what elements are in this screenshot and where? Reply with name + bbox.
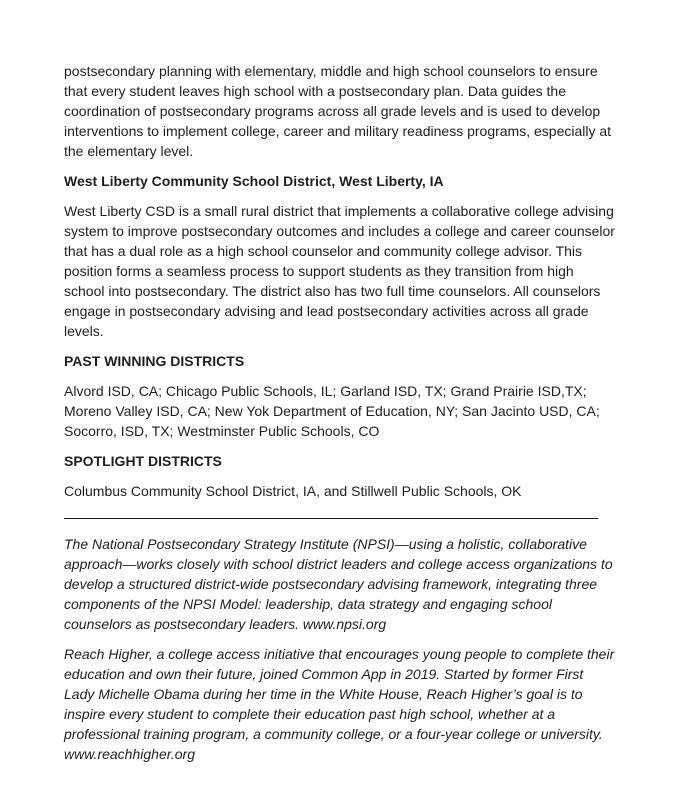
west-liberty-paragraph: West Liberty CSD is a small rural district that implements a collaborative college advising system to improve postsecondary outcomes and includes a college and career counselor that has a dual role as a high school counselor and community college advisor. This position forms a seamless process to support students as they transition from high school into postsecondary. The district also has two full time counselors. All counselors engage in postsecondary advising and lead postsecondary activities across all grade levels. [64,203,615,339]
section-divider [64,518,598,519]
past-winning-districts-list: Alvord ISD, CA; Chicago Public Schools, IL; Garland ISD, TX; Grand Prairie ISD,TX; Moreno Valley ISD, CA; New Yok Department of Education, NY; San Jacinto USD, CA; Socorro, ISD, TX; Westminster Public Schools, CO [64,383,600,439]
reach-higher-footnote: Reach Higher, a college access initiative that encourages young people to complete their education and own their future, joined Common App in 2019. Started by former First Lady Michelle Obama during her time in the White House, Reach Higher’s goal is to inspire every student to complete their education past high school, whether at a professional training program, a community college, or a four-year college or university. www.reachhigher.org [64,646,615,762]
past-winning-districts-heading: PAST WINNING DISTRICTS [64,353,245,369]
west-liberty-heading: West Liberty Community School District, West Liberty, IA [64,173,444,189]
intro-paragraph: postsecondary planning with elementary, middle and high school counselors to ensure that every student leaves high school with a postsecondary plan. Data guides the coordination of postsecondary programs across all grade levels and is used to develop interventions to implement college, career and military readiness programs, especially at the elementary level. [64,63,612,159]
npsi-footnote: The National Postsecondary Strategy Institute (NPSI)—using a holistic, collaborative approach—works closely with school district leaders and college access organizations to develop a structured district-wide postsecondary advising framework, integrating three components of the NPSI Model: leadership, data strategy and engaging school counselors as postsecondary leaders. www.npsi.org [64,536,613,632]
spotlight-districts-list: Columbus Community School District, IA, and Stillwell Public Schools, OK [64,483,522,499]
spotlight-districts-heading: SPOTLIGHT DISTRICTS [64,453,222,469]
